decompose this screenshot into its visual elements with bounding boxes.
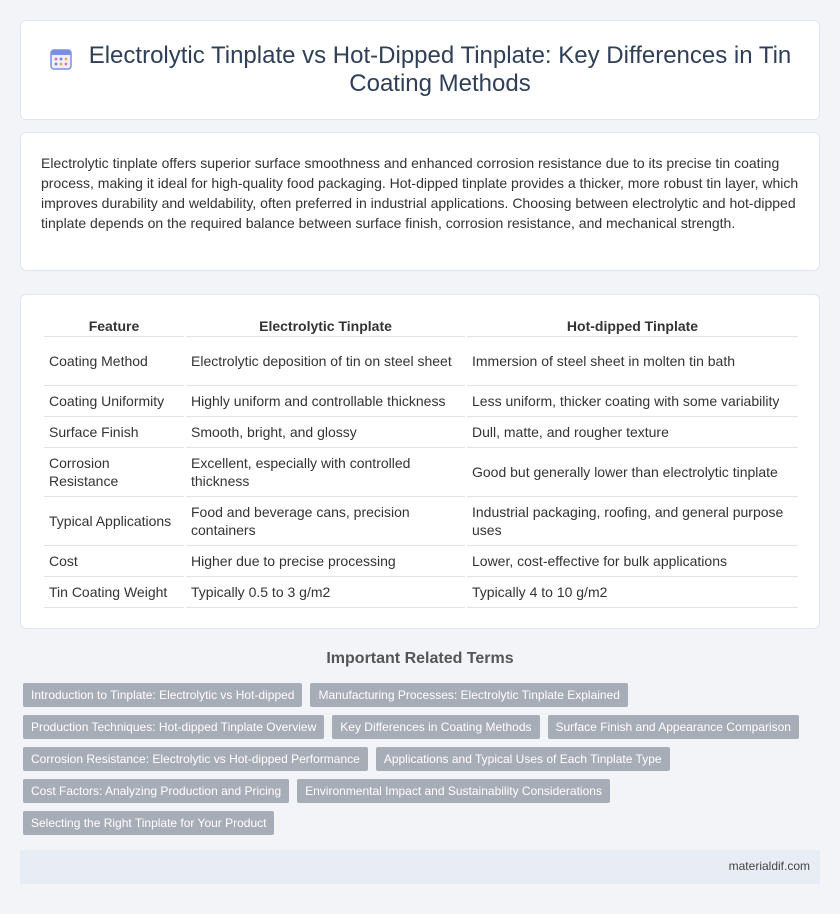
intro-paragraph: Electrolytic tinplate offers superior surface smoothness and enhanced corrosion resistance due to its precise tin coating process, making it ideal for high-quality food packaging. Hot-dipped tinplate provides a thicker, more robust tin layer, which improves durability and weldability, often preferred in industrial applications. Choosing between electrolytic and hot-dipped tinplate depends on the required balance between surface finish, corrosion resistance, and mechanical strength.	[41, 155, 799, 231]
header-hot-dipped: Hot-dipped Tinplate	[467, 315, 798, 337]
feature-cell: Coating Uniformity	[44, 386, 184, 417]
hot-dipped-cell: Dull, matte, and rougher texture	[467, 417, 798, 448]
electrolytic-cell: Typically 0.5 to 3 g/m2	[186, 577, 465, 608]
feature-cell: Surface Finish	[44, 417, 184, 448]
related-term-tag[interactable]: Introduction to Tinplate: Electrolytic vs Hot-dipped	[23, 683, 302, 707]
hot-dipped-cell: Lower, cost-effective for bulk applications	[467, 546, 798, 577]
page-title: Electrolytic Tinplate vs Hot-Dipped Tinplate: Key Differences in Tin Coating Methods	[88, 42, 792, 97]
intro-card	[20, 132, 820, 271]
hot-dipped-cell: Industrial packaging, roofing, and general purpose uses	[467, 497, 798, 546]
electrolytic-cell: Food and beverage cans, precision containers	[186, 497, 465, 546]
related-term-tag[interactable]: Cost Factors: Analyzing Production and Pricing	[23, 779, 289, 803]
table-row	[44, 546, 798, 577]
table-row	[44, 577, 798, 608]
related-term-tag[interactable]: Manufacturing Processes: Electrolytic Tinplate Explained	[310, 683, 627, 707]
hot-dipped-cell: Typically 4 to 10 g/m2	[467, 577, 798, 608]
electrolytic-cell: Electrolytic deposition of tin on steel sheet	[186, 337, 465, 386]
related-term-tag[interactable]: Corrosion Resistance: Electrolytic vs Hot-dipped Performance	[23, 747, 368, 771]
related-terms-list	[23, 683, 813, 835]
related-term-tag[interactable]: Surface Finish and Appearance Comparison	[548, 715, 799, 739]
footer	[20, 850, 820, 884]
hot-dipped-cell: Good but generally lower than electrolytic tinplate	[467, 448, 798, 497]
related-term-tag[interactable]: Environmental Impact and Sustainability Considerations	[297, 779, 610, 803]
hot-dipped-cell: Immersion of steel sheet in molten tin bath	[467, 337, 798, 386]
header-feature: Feature	[44, 315, 184, 337]
electrolytic-cell: Higher due to precise processing	[186, 546, 465, 577]
electrolytic-cell: Highly uniform and controllable thickness	[186, 386, 465, 417]
header-electrolytic: Electrolytic Tinplate	[186, 315, 465, 337]
feature-cell: Cost	[44, 546, 184, 577]
electrolytic-cell: Smooth, bright, and glossy	[186, 417, 465, 448]
feature-cell: Corrosion Resistance	[44, 448, 184, 497]
hot-dipped-cell: Less uniform, thicker coating with some variability	[467, 386, 798, 417]
comparison-table	[42, 315, 800, 608]
related-term-tag[interactable]: Production Techniques: Hot-dipped Tinplate Overview	[23, 715, 324, 739]
table-row	[44, 417, 798, 448]
header-card	[20, 20, 820, 120]
feature-cell: Coating Method	[44, 337, 184, 386]
feature-cell: Typical Applications	[44, 497, 184, 546]
related-term-tag[interactable]: Selecting the Right Tinplate for Your Product	[23, 811, 274, 835]
footer-site-name[interactable]: materialdif.com	[728, 859, 810, 873]
comparison-table-card	[20, 294, 820, 629]
feature-cell: Tin Coating Weight	[44, 577, 184, 608]
table-row	[44, 448, 798, 497]
table-header-row	[44, 315, 798, 337]
table-row	[44, 497, 798, 546]
related-term-tag[interactable]: Applications and Typical Uses of Each Tinplate Type	[376, 747, 670, 771]
table-row	[44, 337, 798, 386]
table-row	[44, 386, 798, 417]
electrolytic-cell: Excellent, especially with controlled thickness	[186, 448, 465, 497]
related-terms-heading: Important Related Terms	[326, 650, 514, 667]
related-term-tag[interactable]: Key Differences in Coating Methods	[332, 715, 539, 739]
